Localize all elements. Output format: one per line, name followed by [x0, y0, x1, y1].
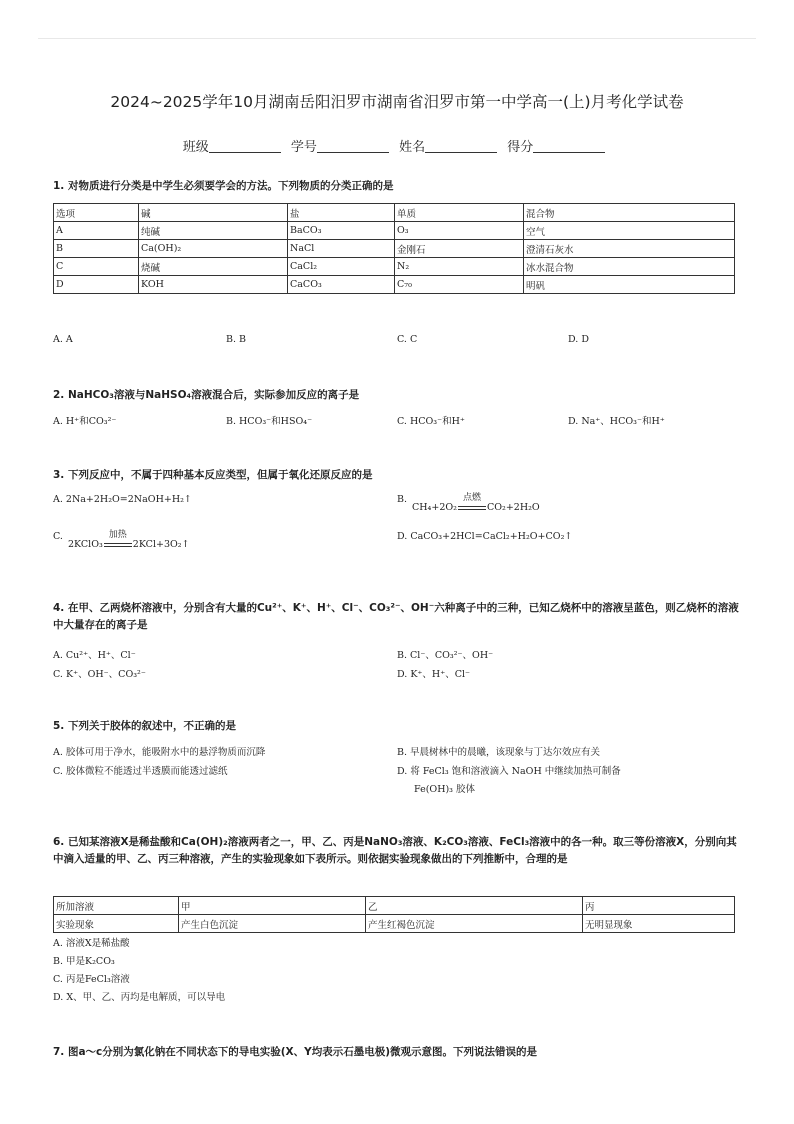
- table-row: [54, 258, 735, 276]
- q3-option-d[interactable]: D. CaCO₃+2HCl=CaCl₂+H₂O+CO₂↑: [397, 531, 573, 542]
- q2-stem: 2. NaHCO₃溶液与NaHSO₄溶液混合后，实际参加反应的离子是: [53, 389, 360, 401]
- table-cell: 甲: [179, 897, 366, 915]
- number-label: 学号: [290, 140, 317, 155]
- class-blank[interactable]: [209, 140, 281, 153]
- q5-option-c[interactable]: C. 胶体微粒不能透过半透膜而能透过滤纸: [53, 766, 228, 777]
- table-cell: C₇₀: [395, 276, 524, 294]
- table-cell: 所加溶液: [54, 897, 179, 915]
- table-cell: 单质: [395, 204, 524, 222]
- q3-option-c-equation[interactable]: [68, 530, 190, 550]
- equals-sign: [104, 543, 132, 547]
- q7-stem: 7. 图a～c分别为氯化钠在不同状态下的导电实验(X、Y均表示石墨电极)微观示意图。下列说法错误的是: [53, 1046, 538, 1058]
- q5-option-d[interactable]: D. 将 FeCl₃ 饱和溶液滴入 NaOH 中继续加热可制备: [397, 766, 621, 777]
- table-cell: 选项: [54, 204, 139, 222]
- q2-option-c[interactable]: C. HCO₃⁻和H⁺: [397, 416, 465, 427]
- exam-title: 2024~2025学年10月湖南岳阳汨罗市湖南省汨罗市第一中学高一(上)月考化学试卷: [110, 93, 684, 111]
- q4-option-a[interactable]: A. Cu²⁺、H⁺、Cl⁻: [53, 650, 136, 661]
- table-cell: 碱: [139, 204, 288, 222]
- table-cell: NaCl: [288, 240, 395, 258]
- score-label: 得分: [507, 140, 534, 155]
- name-blank[interactable]: [425, 140, 497, 153]
- table-cell: 丙: [583, 897, 735, 915]
- q4-option-c[interactable]: C. K⁺、OH⁻、CO₃²⁻: [53, 669, 146, 680]
- condition-arrow: [457, 493, 487, 513]
- table-cell: 混合物: [524, 204, 735, 222]
- table-cell: 纯碱: [139, 222, 288, 240]
- q3-c-products: 2KCl+3O₂↑: [132, 539, 190, 550]
- table-cell: 产生红褐色沉淀: [366, 915, 583, 933]
- q6-stem: 6. 已知某溶液X是稀盐酸和Ca(OH)₂溶液两者之一，甲、乙、丙是NaNO₃溶液、K₂CO₃溶液、FeCl₃溶液中的各一种。取三等份溶液X，分别向其中滴入适量的甲、乙、丙三种溶液，产生的实验现象如下表所示。则依据实验现象做出的下列推断中，合理的是: [53, 836, 737, 865]
- q2-option-b[interactable]: B. HCO₃⁻和HSO₄⁻: [226, 416, 313, 427]
- table-cell: B: [54, 240, 139, 258]
- condition-label: 加热: [108, 530, 127, 540]
- q6-option-c[interactable]: C. 丙是FeCl₃溶液: [53, 974, 130, 985]
- table-cell: 明矾: [524, 276, 735, 294]
- student-info: [0, 136, 794, 155]
- equals-sign: [458, 506, 486, 510]
- q5-stem: 5. 下列关于胶体的叙述中，不正确的是: [53, 720, 236, 732]
- table-cell: 乙: [366, 897, 583, 915]
- table-cell: O₃: [395, 222, 524, 240]
- table-cell: A: [54, 222, 139, 240]
- q1-table: [53, 203, 735, 294]
- q1-option-d[interactable]: D. D: [568, 334, 589, 345]
- table-cell: N₂: [395, 258, 524, 276]
- table-cell: 产生白色沉淀: [179, 915, 366, 933]
- table-cell: KOH: [139, 276, 288, 294]
- q1-option-b[interactable]: B. B: [226, 334, 247, 345]
- class-label: 班级: [182, 140, 209, 155]
- q4-stem: 4. 在甲、乙两烧杯溶液中，分别含有大量的Cu²⁺、K⁺、H⁺、Cl⁻、CO₃²⁻、OH⁻六种离子中的三种，已知乙烧杯中的溶液呈蓝色，则乙烧杯的溶液中大量存在的离子是: [53, 602, 739, 631]
- q1-option-a[interactable]: A. A: [53, 334, 73, 345]
- name-label: 姓名: [399, 140, 426, 155]
- q5-option-a[interactable]: A. 胶体可用于净水，能吸附水中的悬浮物质而沉降: [53, 747, 266, 758]
- q4-option-d[interactable]: D. K⁺、H⁺、Cl⁻: [397, 669, 471, 680]
- table-row: [54, 222, 735, 240]
- score-blank[interactable]: [533, 140, 605, 153]
- q1-option-c[interactable]: C. C: [397, 334, 418, 345]
- q6-option-d[interactable]: D. X、甲、乙、丙均是电解质，可以导电: [53, 992, 226, 1003]
- q3-option-b-label[interactable]: B.: [397, 494, 408, 505]
- table-cell: 金刚石: [395, 240, 524, 258]
- table-cell: 冰水混合物: [524, 258, 735, 276]
- q3-b-products: CO₂+2H₂O: [486, 502, 540, 513]
- q3-option-b-equation[interactable]: [412, 493, 540, 513]
- table-header-row: [54, 204, 735, 222]
- q6-option-a[interactable]: A. 溶液X是稀盐酸: [53, 938, 130, 949]
- condition-label: 点燃: [462, 493, 481, 503]
- table-header-row: [54, 897, 735, 915]
- table-row: [54, 240, 735, 258]
- condition-arrow: [103, 530, 133, 550]
- table-cell: 无明显现象: [583, 915, 735, 933]
- q2-option-a[interactable]: A. H⁺和CO₃²⁻: [53, 416, 117, 427]
- q3-stem: 3. 下列反应中，不属于四种基本反应类型，但属于氧化还原反应的是: [53, 469, 373, 481]
- q5-option-b[interactable]: B. 早晨树林中的晨曦，该现象与丁达尔效应有关: [397, 747, 601, 758]
- table-cell: CaCO₃: [288, 276, 395, 294]
- table-cell: Ca(OH)₂: [139, 240, 288, 258]
- q6-table: [53, 896, 735, 933]
- table-cell: 澄清石灰水: [524, 240, 735, 258]
- table-row: [54, 915, 735, 933]
- q5-option-d-continued[interactable]: Fe(OH)₃ 胶体: [414, 784, 476, 795]
- q4-option-b[interactable]: B. Cl⁻、CO₃²⁻、OH⁻: [397, 650, 494, 661]
- table-cell: C: [54, 258, 139, 276]
- number-blank[interactable]: [317, 140, 389, 153]
- table-cell: BaCO₃: [288, 222, 395, 240]
- table-cell: 烧碱: [139, 258, 288, 276]
- table-cell: 盐: [288, 204, 395, 222]
- q3-c-reactants: 2KClO₃: [68, 539, 103, 550]
- top-divider: [38, 38, 756, 39]
- table-cell: D: [54, 276, 139, 294]
- q2-option-d[interactable]: D. Na⁺、HCO₃⁻和H⁺: [568, 416, 665, 427]
- q6-option-b[interactable]: B. 甲是K₂CO₃: [53, 956, 115, 967]
- table-cell: CaCl₂: [288, 258, 395, 276]
- q3-option-c-label[interactable]: C.: [53, 531, 63, 542]
- table-cell: 实验现象: [54, 915, 179, 933]
- q3-option-a[interactable]: A. 2Na+2H₂O=2NaOH+H₂↑: [53, 494, 192, 505]
- q3-b-reactants: CH₄+2O₂: [412, 502, 457, 513]
- table-cell: 空气: [524, 222, 735, 240]
- q1-stem: 1. 对物质进行分类是中学生必须要学会的方法。下列物质的分类正确的是: [53, 180, 394, 192]
- table-row: [54, 276, 735, 294]
